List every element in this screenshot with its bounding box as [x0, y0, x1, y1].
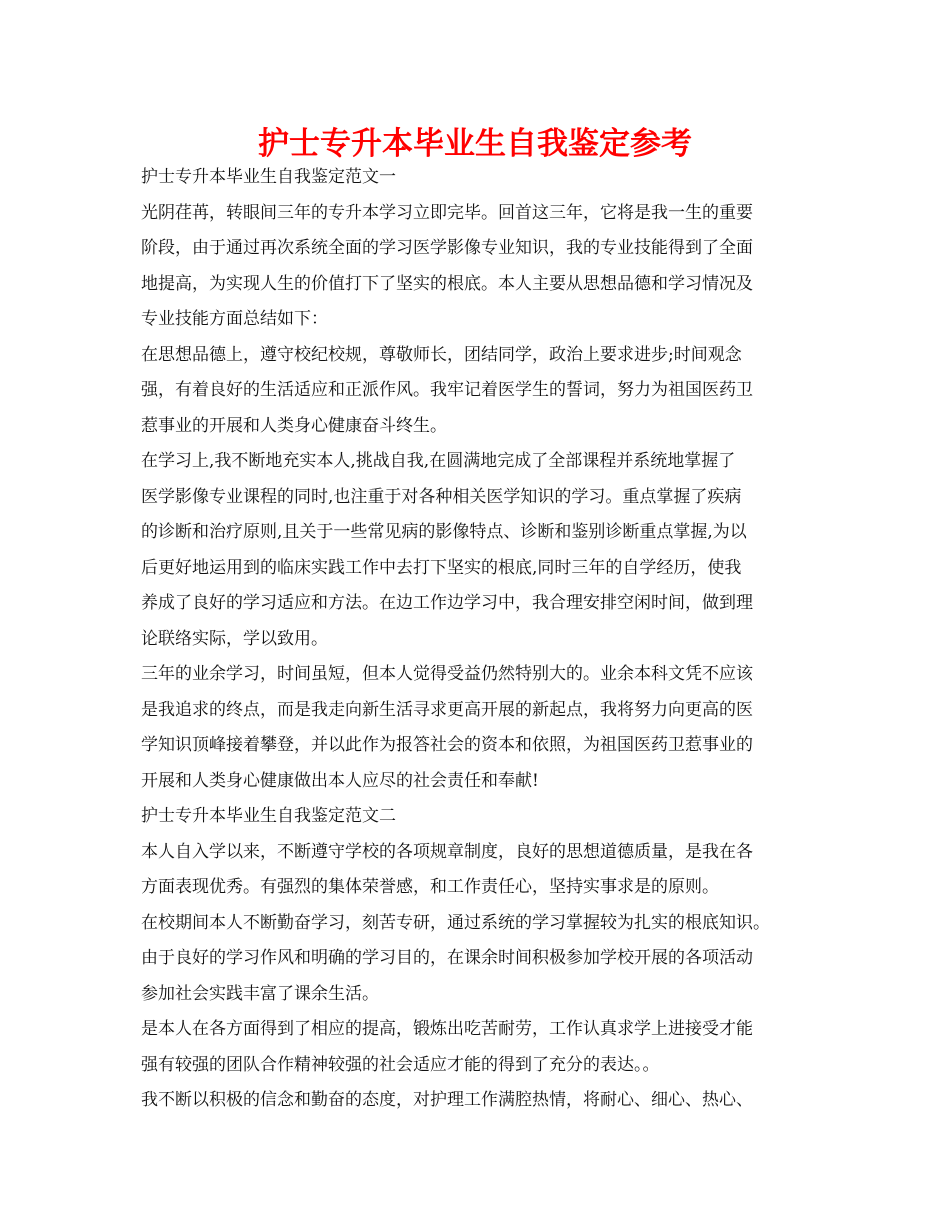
- paragraph-line: 在思想品德上，遵守校纪校规，尊敬师长，团结同学，政治上要求进步;时间观念: [141, 344, 742, 365]
- paragraph-line: 方面表现优秀。有强烈的集体荣誉感，和工作责任心，坚持实事求是的原则。: [141, 877, 719, 897]
- paragraph-line: 论联络实际，学以致用。: [141, 628, 328, 649]
- paragraph-line: 光阴荏苒，转眼间三年的专升本学习立即完毕。回首这三年，它将是我一生的重要: [141, 202, 753, 223]
- paragraph-line: 开展和人类身心健康做出本人应尽的社会责任和奉献!: [141, 770, 539, 791]
- paragraph-line: 我不断以积极的信念和勤奋的态度，对护理工作满腔热情，将耐心、细心、热心、: [141, 1090, 753, 1110]
- paragraph-line: 在学习上,我不断地充实本人,挑战自我,在圆满地完成了全部课程并系统地掌握了: [141, 451, 736, 471]
- paragraph-line: 三年的业余学习，时间虽短，但本人觉得受益仍然特别大的。业余本科文凭不应该: [141, 664, 753, 684]
- paragraph-line: 后更好地运用到的临床实践工作中去打下坚实的根底,同时三年的自学经历，使我: [141, 557, 742, 578]
- paragraph-line: 阶段，由于通过再次系统全面的学习医学影像专业知识，我的专业技能得到了全面: [141, 238, 753, 258]
- paragraph-line: 由于良好的学习作风和明确的学习目的，在课余时间积极参加学校开展的各项活动: [141, 948, 753, 968]
- paragraph-line: 强，有着良好的生活适应和正派作风。我牢记着医学生的誓词，努力为祖国医药卫: [141, 380, 753, 400]
- paragraph-line: 养成了良好的学习适应和方法。在边工作边学习中，我合理安排空闲时间，做到理: [141, 593, 753, 613]
- paragraph-line: 专业技能方面总结如下：: [141, 309, 328, 329]
- paragraph-line: 地提高，为实现人生的价值打下了坚实的根底。本人主要从思想品德和学习情况及: [141, 273, 753, 294]
- document-title: 护士专升本毕业生自我鉴定参考: [258, 126, 692, 162]
- paragraph-line: 惹事业的开展和人类身心健康奋斗终生。: [141, 415, 447, 436]
- heading-sample-one: 护士专升本毕业生自我鉴定范文一: [141, 167, 396, 187]
- paragraph-line: 是本人在各方面得到了相应的提高，锻炼出吃苦耐劳，工作认真求学上进接受才能: [141, 1019, 753, 1039]
- paragraph-line: 在校期间本人不断勤奋学习，刻苦专研，通过系统的学习掌握较为扎实的根底知识。: [141, 912, 770, 933]
- paragraph-line: 学知识顶峰接着攀登，并以此作为报答社会的资本和依照，为祖国医药卫惹事业的: [141, 735, 753, 755]
- paragraph-line: 是我追求的终点，而是我走向新生活寻求更高开展的新起点，我将努力向更高的医: [141, 699, 753, 720]
- paragraph-line: 参加社会实践丰富了课余生活。: [141, 983, 379, 1004]
- document-body: [141, 160, 831, 1119]
- paragraph-line: 的诊断和治疗原则,且关于一些常见病的影像特点、诊断和鉴别诊断重点掌握,为以: [141, 522, 747, 542]
- paragraph-line: 本人自入学以来，不断遵守学校的各项规章制度，良好的思想道德质量，是我在各: [141, 841, 753, 862]
- paragraph-line: 医学影像专业课程的同时,也注重于对各种相关医学知识的学习。重点掌握了疾病: [141, 486, 742, 507]
- paragraph-line: 强有较强的团队合作精神较强的社会适应才能的得到了充分的表达。。: [141, 1054, 660, 1075]
- heading-sample-two: 护士专升本毕业生自我鉴定范文二: [141, 806, 396, 826]
